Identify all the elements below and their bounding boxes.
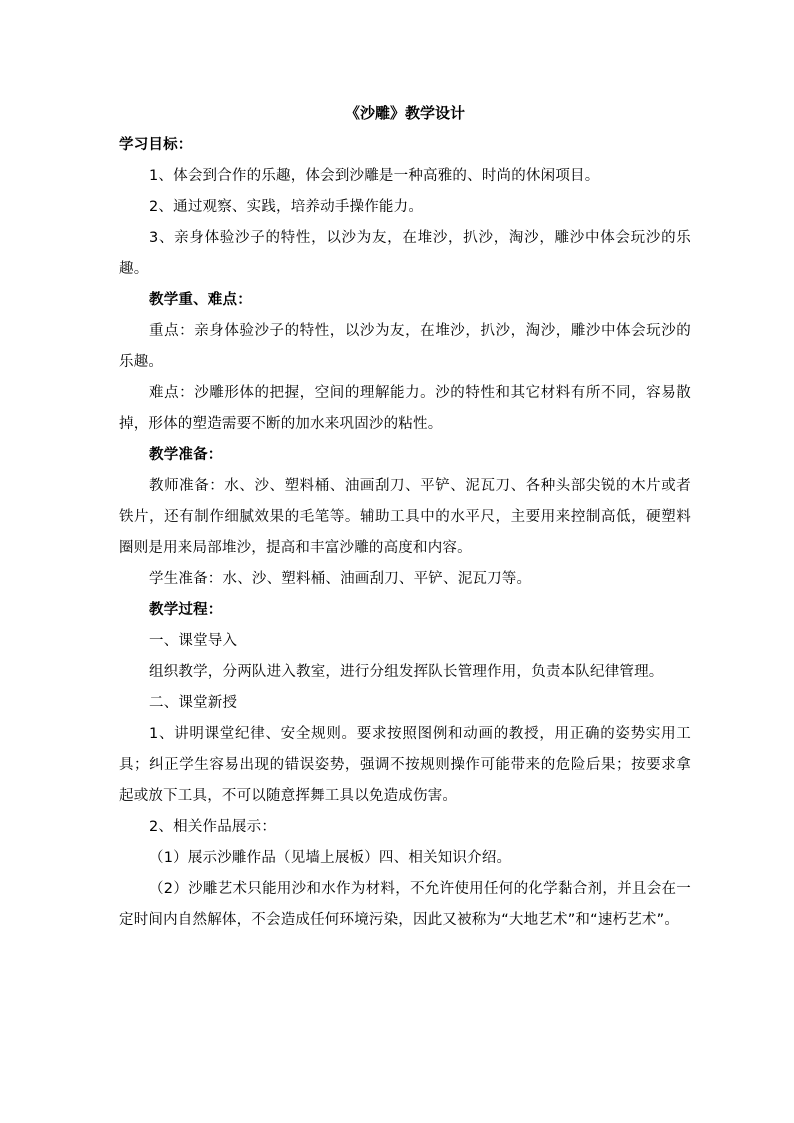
document-body [119, 96, 691, 936]
section-new-lesson: 二、课堂新授 [149, 695, 238, 711]
section-intro: 一、课堂导入 [149, 633, 238, 649]
goal-2: 2、通过观察、实践，培养动手操作能力。 [149, 199, 424, 215]
lesson-rules: 1、讲明课堂纪律、安全规则。要求按照图例和动画的教授，用正确的姿势实用工具；纠正学生容易出现的错误姿势，强调不按规则操作可能带来的危险后果；按要求拿起或放下工具，不可以随意挥舞工具以免造成伤害。 [119, 726, 691, 804]
teacher-preparation: 教师准备：水、沙、塑料桶、油画刮刀、平铲、泥瓦刀、各种头部尖锐的木片或者铁片，还有制作细腻效果的毛笔等。辅助工具中的水平尺，主要用来控制高低，硬塑料圈则是用来局部堆沙，提高和丰富沙雕的高度和内容。 [119, 478, 691, 556]
works-display-item-1: （1）展示沙雕作品（见墙上展板）四、相关知识介绍。 [149, 850, 512, 866]
student-preparation: 学生准备：水、沙、塑料桶、油画刮刀、平铲、泥瓦刀等。 [149, 571, 532, 587]
intro-text: 组织教学，分两队进入教室，进行分组发挥队长管理作用，负责本队纪律管理。 [149, 664, 664, 680]
heading-process: 教学过程： [149, 602, 223, 618]
goal-3: 3、亲身体验沙子的特性，以沙为友，在堆沙，扒沙，淘沙，雕沙中体会玩沙的乐趣。 [119, 230, 691, 277]
document-title: 《沙雕》教学设计 [344, 104, 465, 122]
works-display-heading: 2、相关作品展示： [149, 819, 277, 835]
goal-1: 1、体会到合作的乐趣，体会到沙雕是一种高雅的、时尚的休闲项目。 [149, 168, 600, 184]
heading-preparation: 教学准备： [149, 447, 223, 463]
works-display-item-2: （2）沙雕艺术只能用沙和水作为材料，不允许使用任何的化学黏合剂，并且会在一定时间内自然解体，不会造成任何环境污染，因此又被称为“大地艺术”和“速朽艺术”。 [119, 881, 691, 928]
key-point: 重点：亲身体验沙子的特性，以沙为友，在堆沙，扒沙，淘沙，雕沙中体会玩沙的乐趣。 [119, 323, 691, 370]
heading-learning-goals: 学习目标： [119, 137, 193, 153]
heading-key-points: 教学重、难点： [149, 292, 252, 308]
difficult-point: 难点：沙雕形体的把握，空间的理解能力。沙的特性和其它材料有所不同，容易散掉，形体的塑造需要不断的加水来巩固沙的粘性。 [119, 385, 691, 432]
